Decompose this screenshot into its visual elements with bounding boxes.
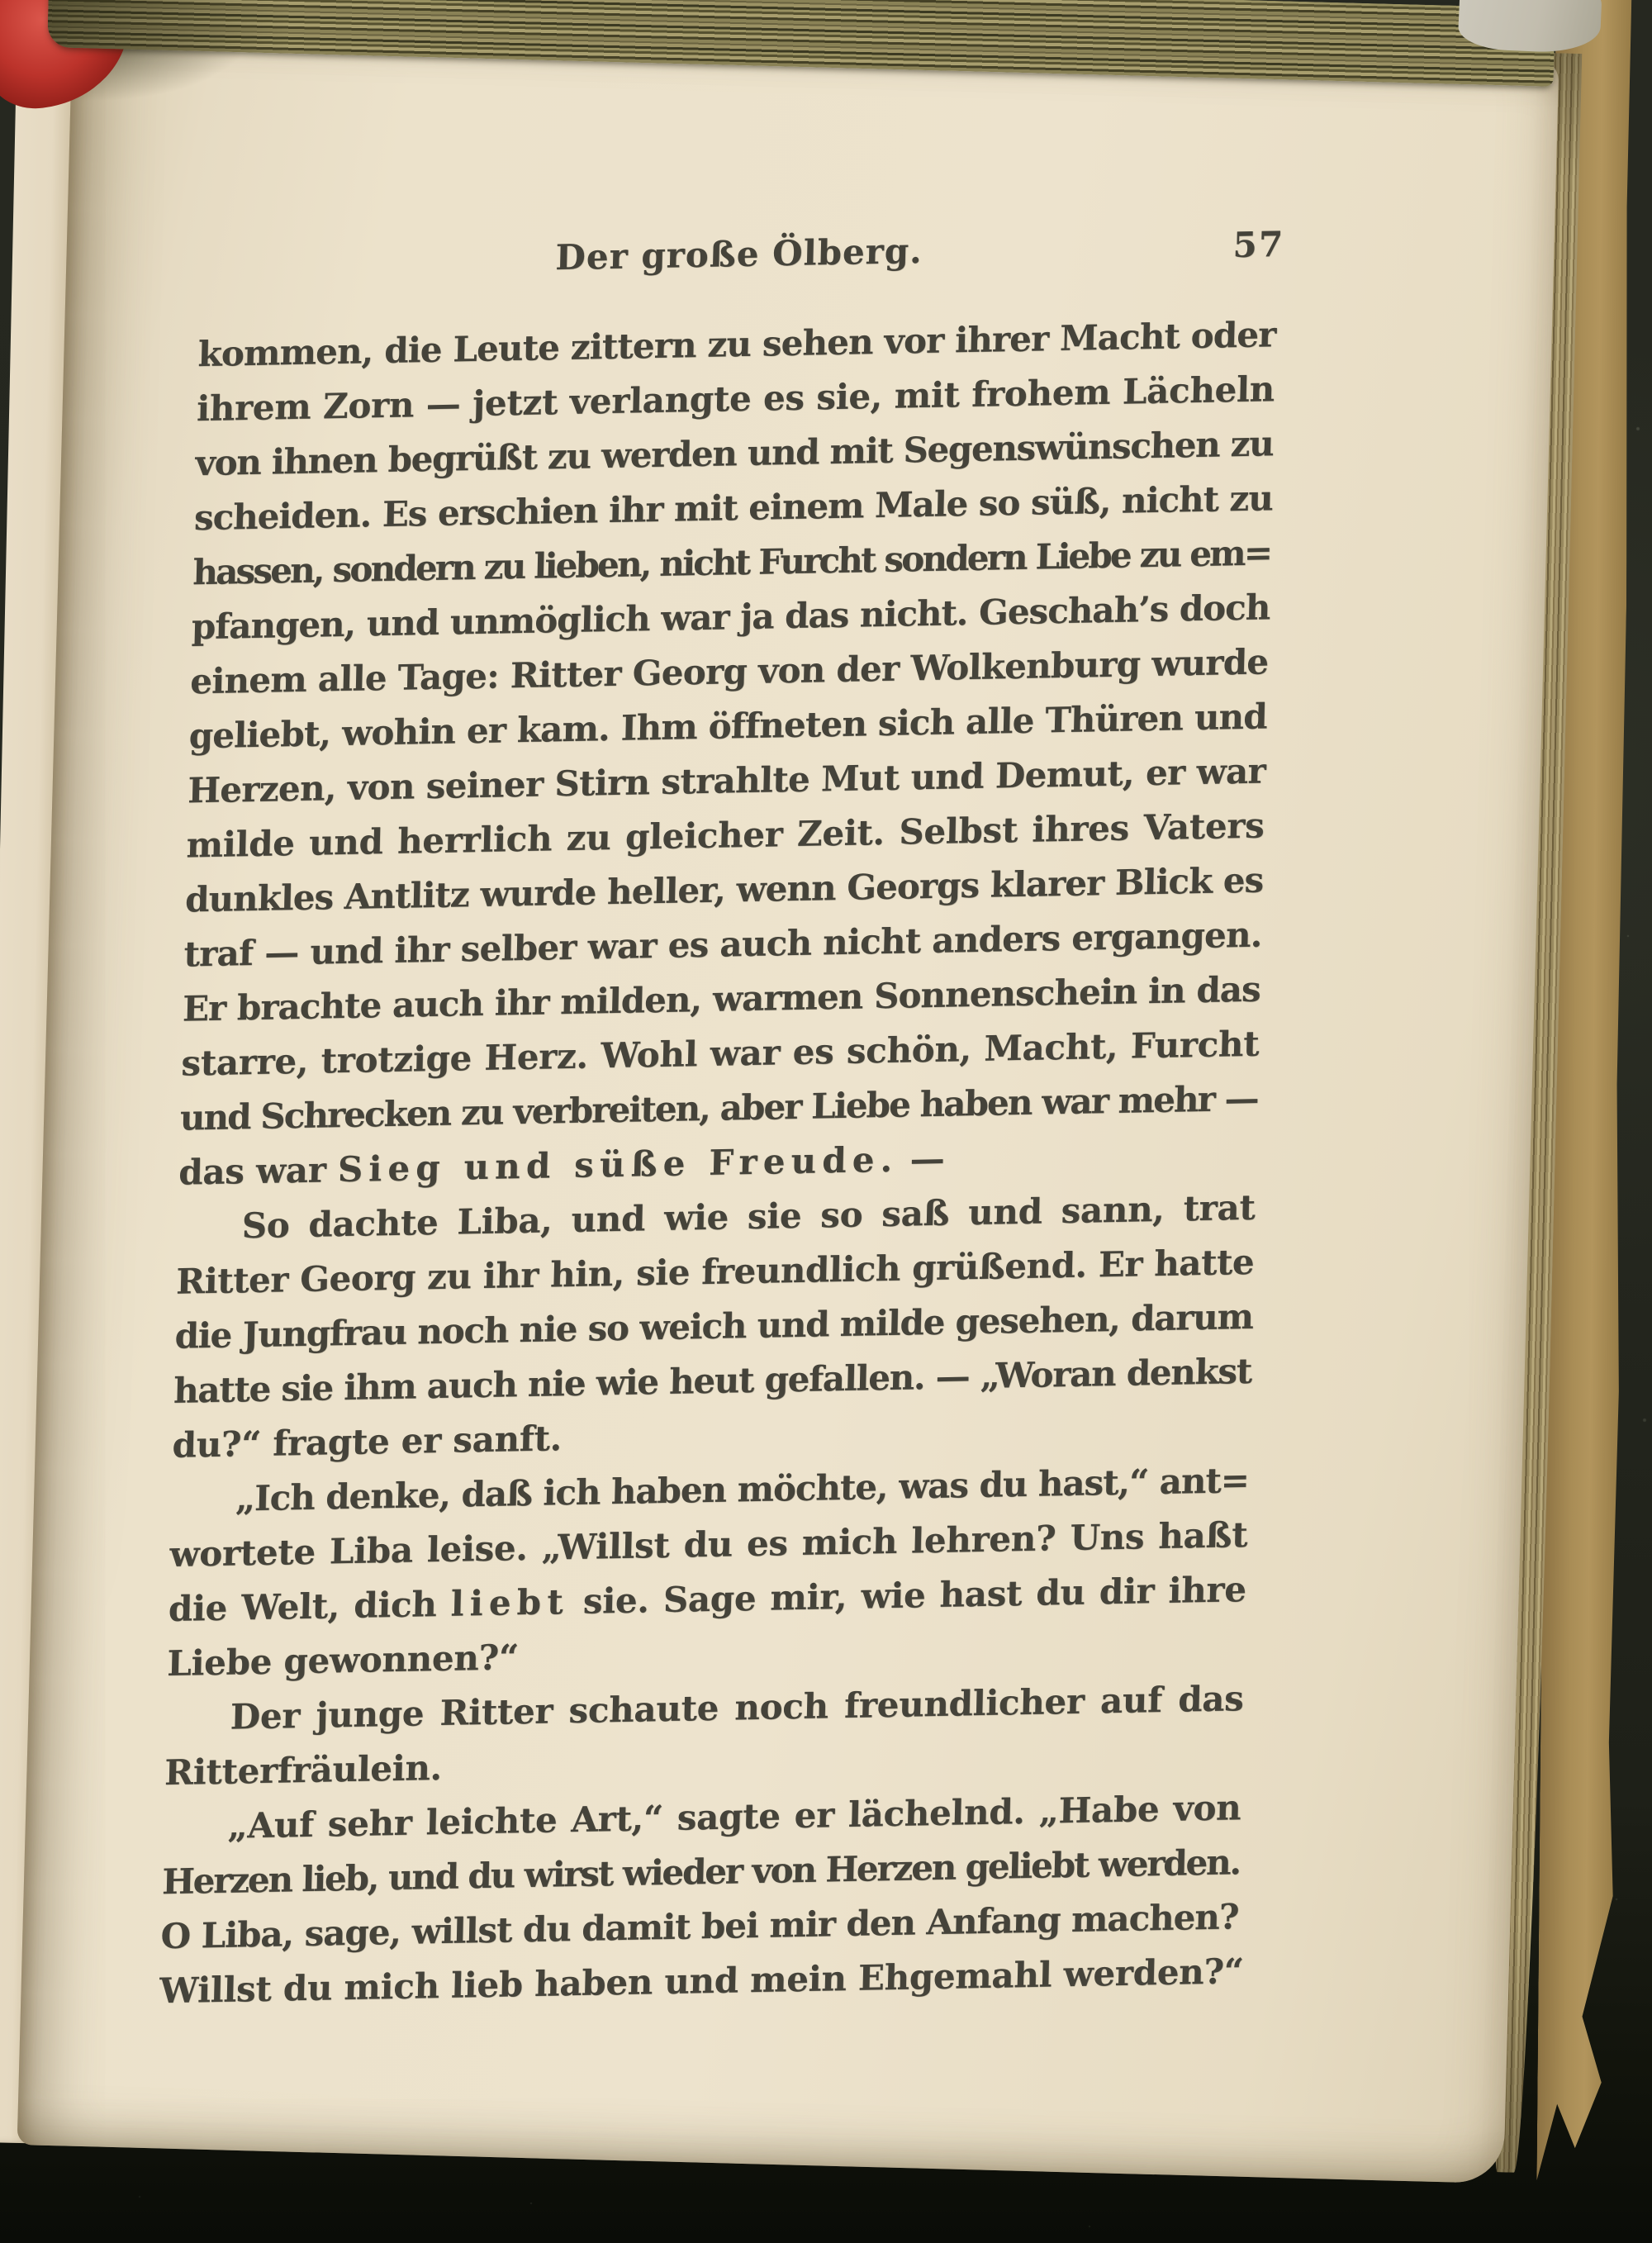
- text-segment: —: [897, 1138, 946, 1180]
- chapter-title: Der große Ölberg.: [554, 230, 923, 278]
- text-line: milde und herrlich zu gleicher Zeit. Selbst ihres Vaters: [186, 805, 1265, 866]
- text-line: hatte sie ihm auch nie wie heut gefallen. — „Woran denkst: [173, 1350, 1252, 1411]
- page-number: 57: [1232, 223, 1285, 266]
- text-line: „Ich denke, daß ich haben möchte, was du hast,“ ant=: [235, 1459, 1250, 1519]
- text-line: So dachte Liba, und wie sie so saß und sann, trat: [241, 1186, 1256, 1247]
- text-line: und Schrecken zu verbreiten, aber Liebe haben war mehr —: [179, 1077, 1259, 1138]
- text-segment: sie. Sage mir, wie hast du dir ihre: [568, 1569, 1247, 1623]
- text-line: Ritterfräulein.: [164, 1746, 443, 1794]
- text-line: geliebt, wohin er kam. Ihm öffneten sich alle Thüren und: [188, 696, 1268, 757]
- text-line: ihrem Zorn — jetzt verlangte es sie, mit frohem Lächeln: [196, 368, 1275, 430]
- text-segment: das war: [178, 1149, 339, 1193]
- text-line: starre, trotzige Herz. Wohl war es schön, Macht, Furcht: [180, 1023, 1260, 1084]
- text-line: Herzen lieb, und du wirst wieder von Herzen geliebt werden.: [161, 1841, 1241, 1903]
- text-line: O Liba, sage, willst du damit bei mir den Anfang machen?: [160, 1896, 1239, 1957]
- text-line: pfangen, und unmöglich war ja das nicht. Geschah’s doch: [191, 587, 1270, 648]
- text-line: einem alle Tage: Ritter Georg von der Wolkenburg wurde: [189, 641, 1269, 702]
- text-line: „Auf sehr leichte Art,“ sagte er lächelnd. „Habe von: [227, 1787, 1242, 1846]
- text-line: die Jungfrau noch nie so weich und milde gesehen, darum: [174, 1295, 1254, 1357]
- text-line: Er brachte auch ihr milden, warmen Sonnenschein in das: [182, 968, 1261, 1029]
- text-line: Liebe gewonnen?“: [166, 1637, 520, 1685]
- text-line: traf — und ihr selber war es auch nicht anders ergangen.: [183, 914, 1263, 975]
- text-line: Herzen, von seiner Stirn strahlte Mut und Demut, er war: [187, 750, 1266, 811]
- text-segment: die Welt, dich: [168, 1583, 452, 1630]
- text-line: scheiden. Es erschien ihr mit einem Male so süß, nicht zu: [193, 478, 1274, 539]
- text-line: von ihnen begrüßt zu werden und mit Segenswünschen zu: [195, 423, 1274, 484]
- text-line: wortete Liba leise. „Willst du es mich lehren? Uns haßt: [169, 1514, 1248, 1575]
- text-line: dunkles Antlitz wurde heller, wenn Georgs klarer Blick es: [184, 859, 1264, 920]
- text-line: Der junge Ritter schaute noch freundlicher auf das: [230, 1678, 1245, 1737]
- text-line: kommen, die Leute zittern zu sehen vor ihrer Macht oder: [197, 314, 1277, 375]
- text-line: hassen, sondern zu lieben, nicht Furcht sondern Liebe zu em=: [192, 532, 1271, 593]
- letterspaced-text: liebt: [450, 1581, 570, 1624]
- printed-text-block: [159, 220, 1285, 2018]
- letterspaced-text: Sieg und süße Freude.: [337, 1138, 900, 1190]
- text-line: du?“ fragte er sanft.: [172, 1418, 563, 1466]
- text-line: Willst du mich lieb haben und mein Ehgemahl werden?“: [159, 1951, 1245, 2012]
- text-line: Ritter Georg zu ihr hin, sie freundlich grüßend. Er hatte: [175, 1241, 1255, 1302]
